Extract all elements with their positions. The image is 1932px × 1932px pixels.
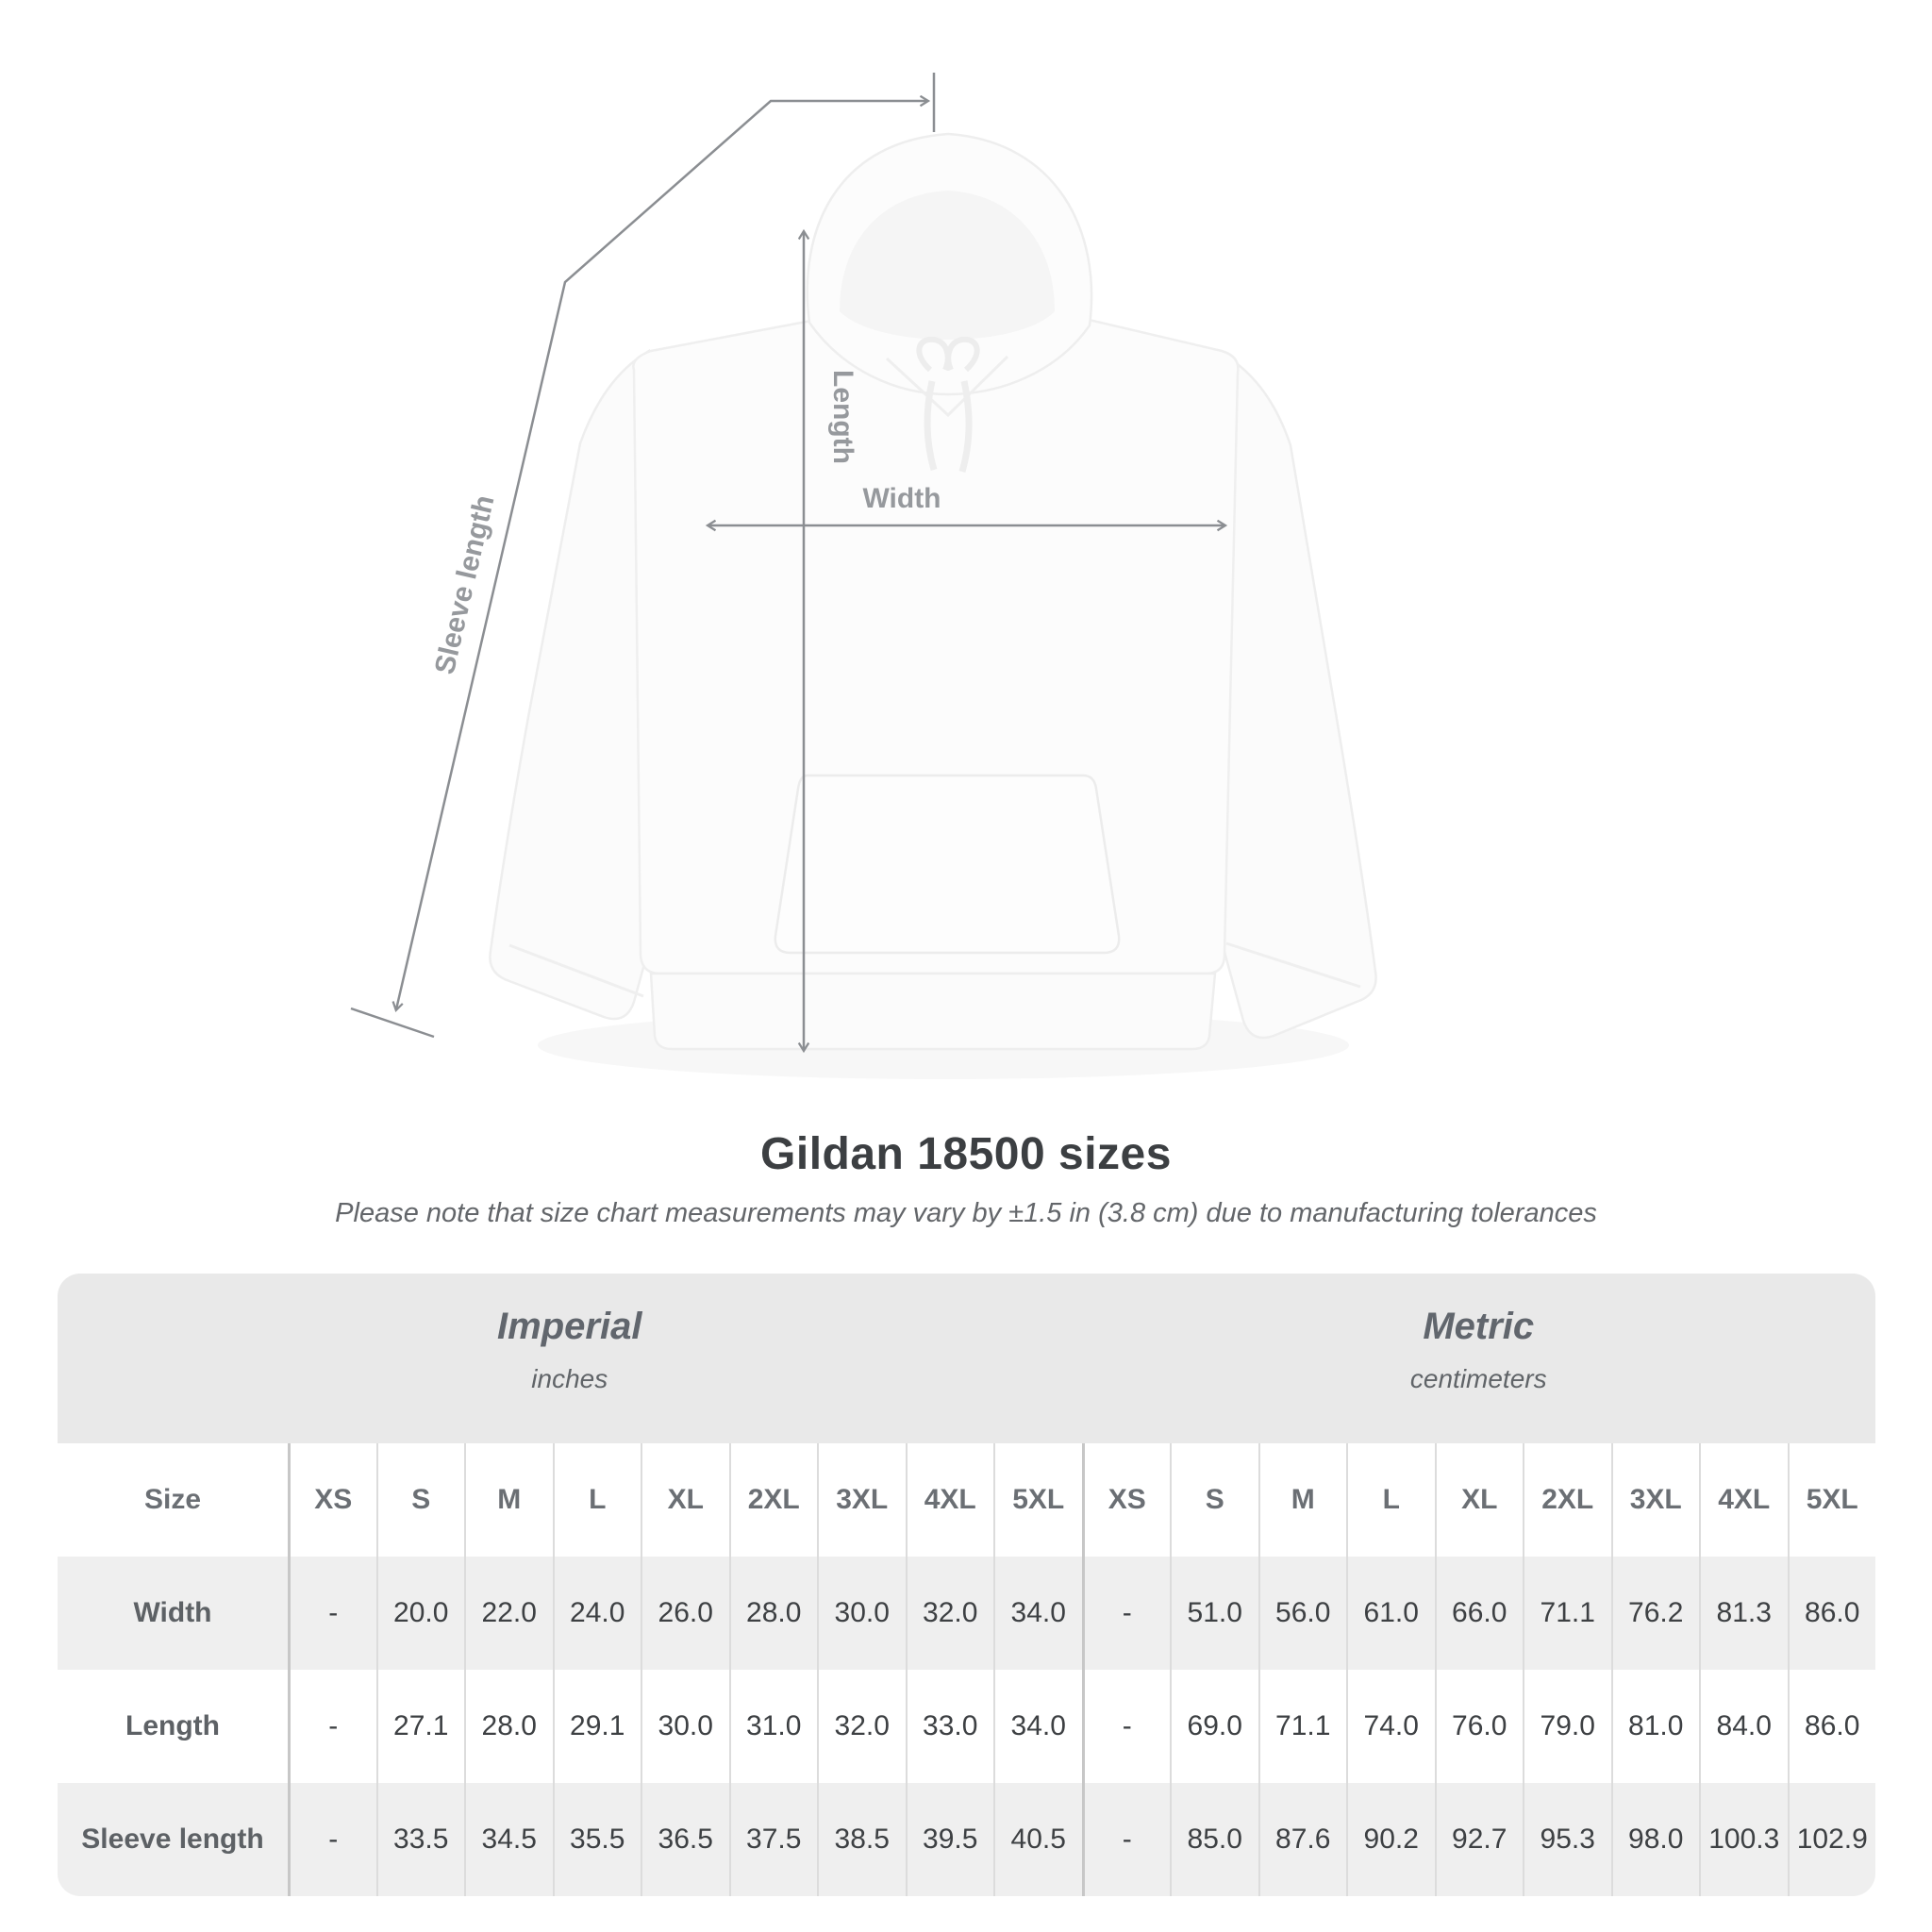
value-cell: 79.0 xyxy=(1523,1670,1611,1783)
value-cell: 32.0 xyxy=(817,1670,906,1783)
value-cell: 40.5 xyxy=(993,1783,1082,1896)
size-col: 4XL xyxy=(906,1443,994,1557)
value-cell: 100.3 xyxy=(1699,1783,1788,1896)
value-cell: 74.0 xyxy=(1346,1670,1435,1783)
size-col: 2XL xyxy=(729,1443,818,1557)
page-title: Gildan 18500 sizes xyxy=(760,1129,1172,1179)
value-cell: 95.3 xyxy=(1523,1783,1611,1896)
sleeve-length-row xyxy=(58,1783,1875,1896)
size-table xyxy=(58,1274,1875,1896)
value-cell: 56.0 xyxy=(1258,1557,1347,1670)
size-col: 2XL xyxy=(1523,1443,1611,1557)
value-cell: 33.5 xyxy=(376,1783,465,1896)
row-label: Length xyxy=(125,1710,220,1741)
value-cell: 28.0 xyxy=(464,1670,553,1783)
tolerance-note: Please note that size chart measurements may vary by ±1.5 in (3.8 cm) due to manufacturing tolerances xyxy=(335,1198,1597,1228)
value-cell: 76.2 xyxy=(1611,1557,1700,1670)
value-cell: 86.0 xyxy=(1788,1557,1876,1670)
size-col: S xyxy=(1170,1443,1258,1557)
metric-label: Metric xyxy=(1423,1306,1535,1347)
value-cell: 69.0 xyxy=(1170,1670,1258,1783)
imperial-label: Imperial xyxy=(497,1306,642,1347)
size-col: S xyxy=(376,1443,465,1557)
size-col: 4XL xyxy=(1699,1443,1788,1557)
value-cell: 22.0 xyxy=(464,1557,553,1670)
value-cell: - xyxy=(288,1557,376,1670)
size-col: XS xyxy=(1082,1443,1171,1557)
sleeve-length-bottom-tick xyxy=(351,1008,434,1037)
value-cell: 36.5 xyxy=(641,1783,729,1896)
value-cell: 31.0 xyxy=(729,1670,818,1783)
size-col: 3XL xyxy=(817,1443,906,1557)
size-col: 5XL xyxy=(1788,1443,1876,1557)
value-cell: 37.5 xyxy=(729,1783,818,1896)
value-cell: 51.0 xyxy=(1170,1557,1258,1670)
value-cell: - xyxy=(1082,1783,1171,1896)
imperial-unit: inches xyxy=(531,1364,608,1393)
size-col: 3XL xyxy=(1611,1443,1700,1557)
value-cell: 27.1 xyxy=(376,1670,465,1783)
value-cell: 35.5 xyxy=(553,1783,641,1896)
size-col: L xyxy=(553,1443,641,1557)
value-cell: - xyxy=(1082,1557,1171,1670)
value-cell: 71.1 xyxy=(1258,1670,1347,1783)
value-cell: 34.5 xyxy=(464,1783,553,1896)
size-col: XS xyxy=(288,1443,376,1557)
hoodie-hem-band xyxy=(651,974,1215,1049)
value-cell: 92.7 xyxy=(1435,1783,1524,1896)
value-cell: 20.0 xyxy=(376,1557,465,1670)
value-cell: 66.0 xyxy=(1435,1557,1524,1670)
value-cell: 38.5 xyxy=(817,1783,906,1896)
length-label: Length xyxy=(827,370,858,464)
value-cell: 90.2 xyxy=(1346,1783,1435,1896)
length-row xyxy=(58,1670,1875,1783)
imperial-section-header xyxy=(58,1274,1082,1443)
value-cell: 33.0 xyxy=(906,1670,994,1783)
value-cell: 76.0 xyxy=(1435,1670,1524,1783)
value-cell: 84.0 xyxy=(1699,1670,1788,1783)
value-cell: 24.0 xyxy=(553,1557,641,1670)
metric-unit: centimeters xyxy=(1409,1364,1547,1393)
value-cell: 86.0 xyxy=(1788,1670,1876,1783)
size-header-row xyxy=(58,1443,1875,1557)
hoodie-pocket xyxy=(775,775,1119,953)
metric-section-header xyxy=(1082,1274,1876,1443)
value-cell: 32.0 xyxy=(906,1557,994,1670)
value-cell: - xyxy=(288,1783,376,1896)
size-col: L xyxy=(1346,1443,1435,1557)
size-col: M xyxy=(1258,1443,1347,1557)
value-cell: 98.0 xyxy=(1611,1783,1700,1896)
row-label: Sleeve length xyxy=(81,1824,264,1855)
value-cell: 87.6 xyxy=(1258,1783,1347,1896)
value-cell: 30.0 xyxy=(641,1670,729,1783)
size-col: XL xyxy=(1435,1443,1524,1557)
value-cell: 85.0 xyxy=(1170,1783,1258,1896)
value-cell: 81.3 xyxy=(1699,1557,1788,1670)
value-cell: 39.5 xyxy=(906,1783,994,1896)
value-cell: 34.0 xyxy=(993,1670,1082,1783)
value-cell: - xyxy=(288,1670,376,1783)
value-cell: 30.0 xyxy=(817,1557,906,1670)
sleeve-length-label: Sleeve length xyxy=(428,491,501,677)
hoodie-illustration xyxy=(490,134,1375,1079)
value-cell: 29.1 xyxy=(553,1670,641,1783)
size-col: 5XL xyxy=(993,1443,1082,1557)
value-cell: 61.0 xyxy=(1346,1557,1435,1670)
value-cell: 102.9 xyxy=(1788,1783,1876,1896)
value-cell: 71.1 xyxy=(1523,1557,1611,1670)
value-cell: - xyxy=(1082,1670,1171,1783)
size-col: M xyxy=(464,1443,553,1557)
width-row xyxy=(58,1557,1875,1670)
size-col: XL xyxy=(641,1443,729,1557)
value-cell: 81.0 xyxy=(1611,1670,1700,1783)
value-cell: 26.0 xyxy=(641,1557,729,1670)
width-label: Width xyxy=(862,483,941,514)
value-cell: 28.0 xyxy=(729,1557,818,1670)
size-column-header: Size xyxy=(143,1484,202,1515)
value-cell: 34.0 xyxy=(993,1557,1082,1670)
unit-band xyxy=(58,1274,1875,1443)
row-label: Width xyxy=(133,1597,212,1628)
